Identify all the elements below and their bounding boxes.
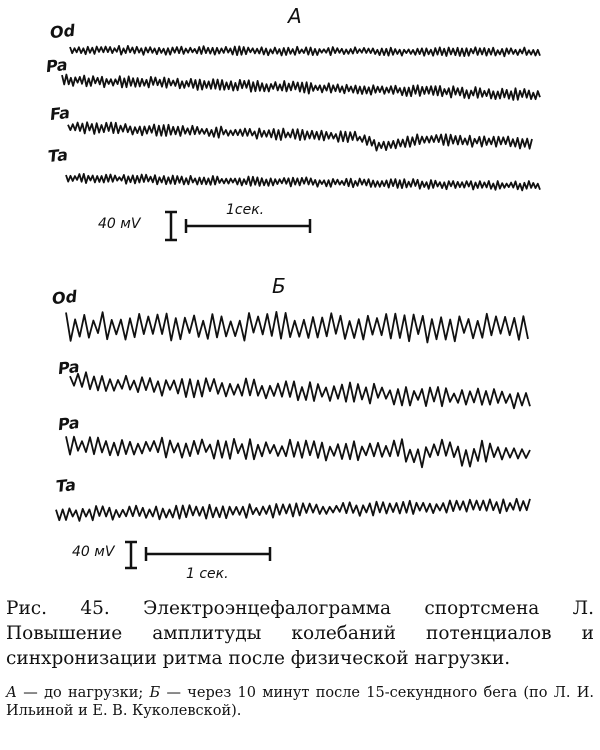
voltage-scale-label: 40 мV — [98, 216, 141, 232]
note-a-label: А — [6, 685, 17, 701]
lead-label: Ta — [47, 145, 69, 166]
eeg-panel-b — [0, 268, 600, 588]
panel-b-label: Б — [272, 274, 286, 298]
lead-label: Pa — [57, 412, 81, 435]
lead-label: Pa — [45, 54, 69, 77]
time-scale-label: 1сек. — [226, 202, 265, 218]
lead-label: Od — [49, 20, 76, 43]
lead-label: Fa — [49, 103, 71, 124]
eeg-panel-a — [0, 0, 600, 255]
scale-bar — [0, 268, 600, 588]
figure-caption: Рис. 45. Электроэнцефалограмма спортсмена Л. Повышение амплитуды колебаний потенциалов и синхронизации ритма после физической нагрузки. — [6, 598, 594, 669]
note-b-text: — через 10 минут после 15-секундного бега (по Л. И. Ильиной и Е. В. Куколевской). — [6, 685, 594, 719]
lead-label: Od — [51, 286, 78, 309]
time-scale-label: 1 сек. — [186, 566, 229, 582]
panel-a-label: А — [288, 4, 302, 28]
scale-bar — [0, 0, 600, 255]
lead-label: Ta — [55, 475, 77, 496]
note-a-text: — до нагрузки; — [16, 685, 150, 701]
figure-caption-note — [6, 684, 594, 720]
voltage-scale-label: 40 мV — [72, 544, 115, 560]
note-b-label: Б — [149, 685, 161, 701]
lead-label: Pa — [57, 356, 81, 379]
